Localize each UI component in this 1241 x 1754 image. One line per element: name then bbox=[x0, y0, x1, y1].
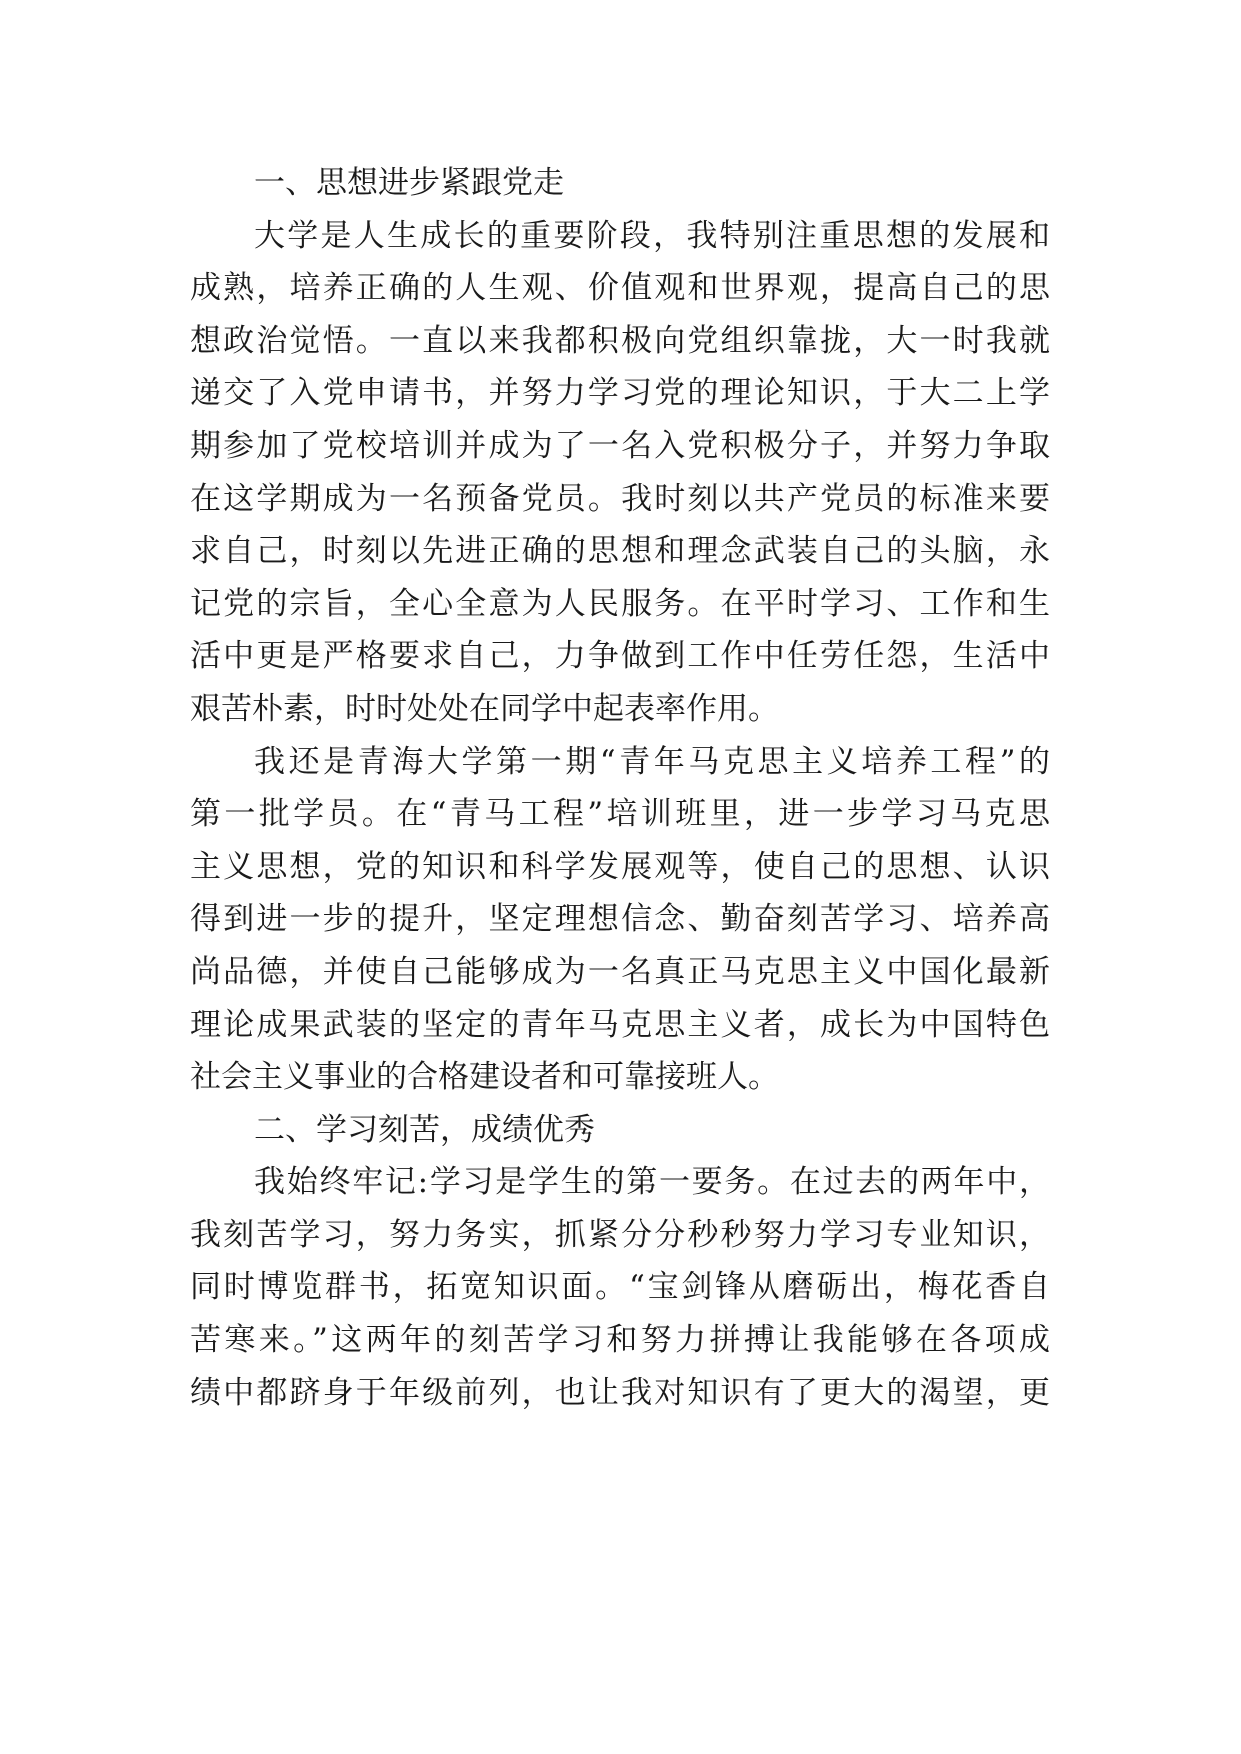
text-line: 期参加了党校培训并成为了一名入党积极分子，并努力争取 bbox=[190, 427, 1050, 464]
text-line: 同时博览群书，拓宽知识面。“宝剑锋从磨砺出，梅花香自 bbox=[190, 1269, 1050, 1306]
text-line: 苦寒来。”这两年的刻苦学习和努力拼搏让我能够在各项成 bbox=[190, 1322, 1050, 1359]
text-line: 主义思想，党的知识和科学发展观等，使自己的思想、认识 bbox=[190, 848, 1050, 885]
text-line: 在这学期成为一名预备党员。我时刻以共产党员的标准来要 bbox=[190, 480, 1050, 517]
text-line: 社会主义事业的合格建设者和可靠接班人。 bbox=[190, 1059, 779, 1096]
text-line: 尚品德，并使自己能够成为一名真正马克思主义中国化最新 bbox=[190, 953, 1050, 990]
text-line: 求自己，时刻以先进正确的思想和理念武装自己的头脑，永 bbox=[190, 533, 1050, 570]
text-line: 活中更是严格要求自己，力争做到工作中任劳任怨，生活中 bbox=[190, 638, 1050, 675]
text-line: 二、学习刻苦，成绩优秀 bbox=[254, 1111, 595, 1148]
text-line: 绩中都跻身于年级前列，也让我对知识有了更大的渴望，更 bbox=[190, 1374, 1050, 1411]
text-line: 艰苦朴素，时时处处在同学中起表率作用。 bbox=[190, 690, 779, 727]
text-line: 想政治觉悟。一直以来我都积极向党组织靠拢，大一时我就 bbox=[190, 322, 1050, 359]
text-line: 记党的宗旨，全心全意为人民服务。在平时学习、工作和生 bbox=[190, 585, 1050, 622]
text-line: 成熟，培养正确的人生观、价值观和世界观，提高自己的思 bbox=[190, 270, 1050, 307]
text-line: 我还是青海大学第一期“青年马克思主义培养工程”的 bbox=[254, 743, 1050, 780]
text-line: 得到进一步的提升，坚定理想信念、勤奋刻苦学习、培养高 bbox=[190, 901, 1050, 938]
text-line: 第一批学员。在“青马工程”培训班里，进一步学习马克思 bbox=[190, 796, 1050, 833]
text-line: 我始终牢记:学习是学生的第一要务。在过去的两年中， bbox=[254, 1164, 1050, 1201]
document-body bbox=[190, 157, 1050, 1419]
text-line: 大学是人生成长的重要阶段，我特别注重思想的发展和 bbox=[254, 217, 1050, 254]
text-line: 一、思想进步紧跟党走 bbox=[254, 165, 564, 201]
text-line: 理论成果武装的坚定的青年马克思主义者，成长为中国特色 bbox=[190, 1006, 1050, 1043]
text-line: 递交了入党申请书，并努力学习党的理论知识，于大二上学 bbox=[190, 375, 1050, 412]
text-line: 我刻苦学习，努力务实，抓紧分分秒秒努力学习专业知识， bbox=[190, 1216, 1050, 1253]
